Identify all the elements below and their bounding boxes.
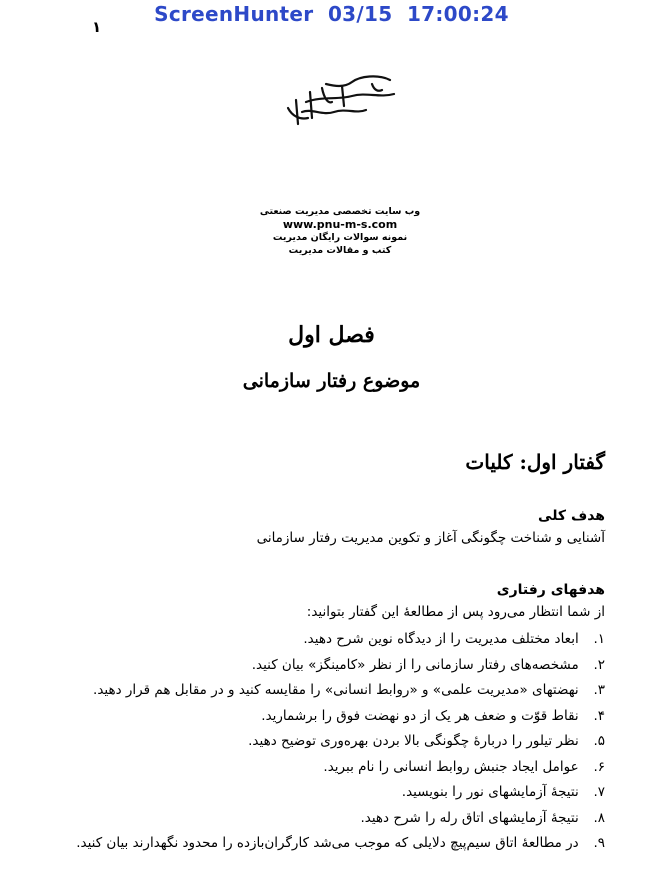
list-item: ۶. عوامل ایجاد جنبش روابط انسانی را نام ببرید.	[323, 758, 605, 775]
bismillah-calligraphy	[282, 72, 400, 128]
list-item: ۳. نهضتهای «مدیریت علمی» و «روابط انسانی» را مقایسه کنید و در مقابل هم قرار دهید.	[93, 682, 605, 698]
general-goal-heading: هدف کلی	[538, 508, 605, 524]
website-info	[240, 205, 440, 257]
page-number: ۱	[92, 18, 102, 36]
behavioral-goals-heading: هدفهای رفتاری	[496, 582, 605, 598]
screenhunter-watermark: ScreenHunter 03/15 17:00:24	[154, 2, 509, 26]
site-line-3: نمونه سوالات رایگان مدیریت	[272, 232, 408, 243]
site-line-4: کتب و مقالات مدیریت	[288, 245, 392, 256]
list-item: ۷. نتیجهٔ آزمایشهای نور را بنویسید.	[401, 784, 605, 800]
list-item: ۸. نتیجهٔ آزمایشهای اتاق رله را شرح دهید.	[360, 809, 605, 826]
list-item: ۱. ابعاد مختلف مدیریت را از دیدگاه نوین شرح دهید.	[303, 631, 605, 647]
behavioral-goals-list	[45, 628, 605, 858]
list-item: ۹. در مطالعهٔ اتاق سیم‌پیچ دلایلی که موجب می‌شد کارگران‌بازده را محدود نگهدارند بیان کنید.	[76, 835, 605, 851]
section-title: گفتار اول: کلیات	[465, 450, 605, 474]
chapter-subtitle: موضوع رفتار سازمانی	[242, 370, 421, 392]
chapter-title: فصل اول	[288, 322, 375, 348]
site-line-1: وب سایت تخصصی مدیریت صنعتی	[259, 206, 421, 217]
behavioral-goals-intro: از شما انتظار می‌رود پس از مطالعهٔ این گفتار بتوانید:	[306, 604, 605, 620]
general-goal-text: آشنایی و شناخت چگونگی آغاز و تکوین مدیریت رفتار سازمانی	[256, 530, 605, 546]
site-url[interactable]: www.pnu-m-s.com	[282, 218, 398, 231]
list-item: ۵. نظر تیلور را دربارهٔ چگونگی بالا بردن بهره‌وری توضیح دهید.	[248, 733, 605, 749]
list-item: ۴. نقاط قوّت و ضعف هر یک از دو نهضت فوق را برشمارید.	[261, 707, 605, 724]
list-item: ۲. مشخصه‌های رفتار سازمانی را از نظر «کامینگز» بیان کنید.	[251, 656, 605, 673]
